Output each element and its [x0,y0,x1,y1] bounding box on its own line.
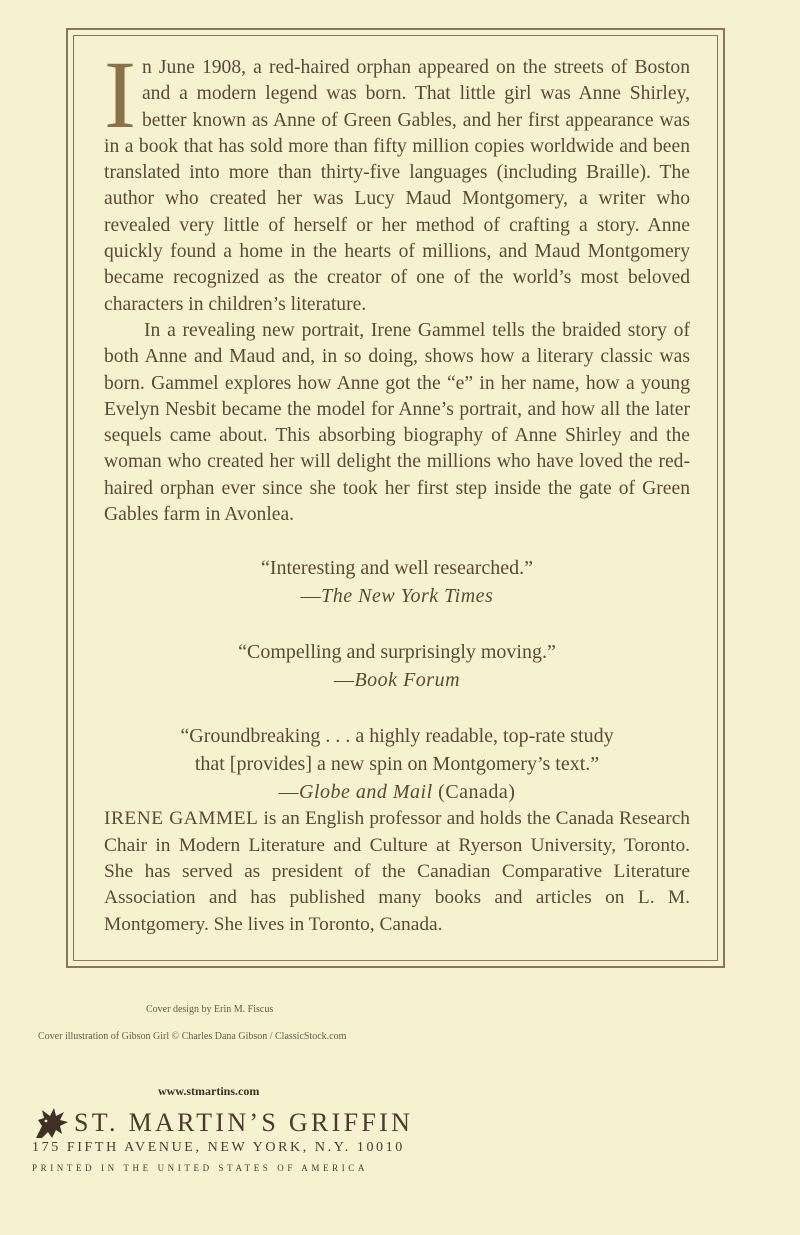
quote-text: “Compelling and surprisingly moving.” [238,641,556,664]
synopsis-paragraph-1 [104,41,690,318]
cover-illustration-credit: Cover illustration of Gibson Girl © Charles Dana Gibson / ClassicStock.com [38,1031,347,1042]
publisher-address: 175 FIFTH AVENUE, NEW YORK, N.Y. 10010 [32,1140,405,1155]
author-name: IRENE GAMMEL [104,808,259,830]
drop-cap: I [104,41,136,148]
quote-text: “Groundbreaking . . . a highly readable, top-rate study [180,725,614,748]
quote-source: —Globe and Mail (Canada) [278,781,516,804]
quote-source: —Book Forum [333,669,461,692]
synopsis-paragraph-2: In a revealing new portrait, Irene Gammel tells the braided story of both Anne and Maud and, in so doing, shows how a literary classic was born. Gammel explores how Anne got the “e” in her name, how a young Evelyn Nesbit became the model for Anne’s portrait, and how all the later sequels came about. This absorbing biography of Anne Shirley and the woman who created her will delight the millions who have loved the red-haired orphan ever since she took her first step inside the gate of Green Gables farm in Avonlea. [104,319,690,526]
review-quote [104,638,690,694]
griffin-icon [32,1104,72,1142]
author-bio-text: is an English professor and holds the Canada Research Chair in Modern Literature and Culture at Ryerson University, Toronto. She has served as president of the Canadian Comparative Literature Association and has published many books and articles on L. M. Montgomery. She lives in Toronto, Canada. [104,808,691,935]
back-cover-text [104,41,691,938]
quote-text: that [provides] a new spin on Montgomery’s text.” [194,753,600,776]
quote-source: —The New York Times [300,585,494,608]
publisher-logo [32,1104,413,1142]
cover-design-credit: Cover design by Erin M. Fiscus [146,1004,274,1015]
publisher-website: www.stmartins.com [158,1084,260,1098]
review-quote [104,554,690,610]
printed-in: PRINTED IN THE UNITED STATES OF AMERICA [32,1163,369,1173]
author-bio [104,806,690,937]
publisher-name: ST. MARTIN’S GRIFFIN [74,1108,414,1137]
synopsis-text-1: n June 1908, a red-haired orphan appeared on the streets of Boston and a modern legend was born. That little girl was Anne Shirley, better known as Anne of Green Gables, and her first appearance was in a book that has sold more than fifty million copies worldwide and been translated into more than thirty-five languages (including Braille). The author who created her was Lucy Maud Montgomery, a writer who revealed very little of herself or her method of crafting a story. Anne quickly found a home in the hearts of millions, and Maud Montgomery became recognized as the creator of one of the world’s most beloved characters in children’s literature. [104,57,690,315]
quote-text: “Interesting and well researched.” [260,557,534,580]
review-quote [104,722,690,806]
